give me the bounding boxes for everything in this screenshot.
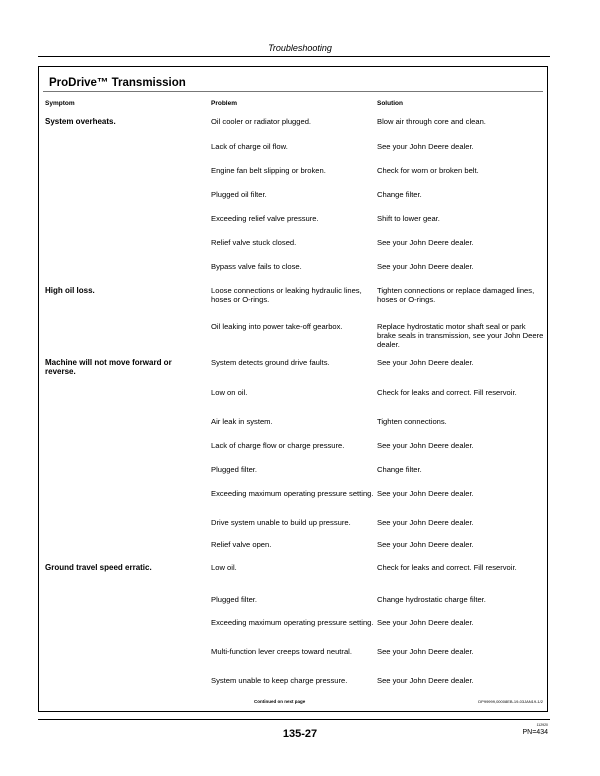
row-problem: Low on oil. [211, 388, 248, 397]
row-solution: See your John Deere dealer. [377, 540, 474, 549]
row-problem: Plugged filter. [211, 595, 258, 604]
row-solution: See your John Deere dealer. [377, 441, 474, 450]
row-symptom: Machine will not move forward or reverse. [45, 358, 172, 376]
section-title: ProDrive™ Transmission [49, 77, 186, 89]
row-solution: Check for leaks and correct. Fill reservoir. [377, 563, 517, 572]
row-problem: Exceeding maximum operating pressure setting. [211, 489, 374, 498]
header-rule [38, 56, 550, 57]
row-solution: Replace hydrostatic motor shaft seal or park brake seals in transmission, see your John Deere dealer. [377, 322, 544, 349]
row-problem: Drive system unable to build up pressure. [211, 518, 351, 527]
column-header-problem: Problem [211, 100, 238, 107]
row-solution: Change hydrostatic charge filter. [377, 595, 486, 604]
content-box [38, 66, 548, 712]
row-solution: See your John Deere dealer. [377, 618, 474, 627]
row-problem: System detects ground drive faults. [211, 358, 330, 367]
row-problem: Oil leaking into power take-off gearbox. [211, 322, 343, 331]
row-symptom: Ground travel speed erratic. [45, 563, 152, 572]
row-problem: Air leak in system. [211, 417, 273, 426]
row-problem: Relief valve stuck closed. [211, 238, 297, 247]
row-solution: Check for worn or broken belt. [377, 166, 479, 175]
continued-note: Continued on next page [254, 699, 306, 704]
part-number: PN=434 [522, 729, 548, 736]
row-problem: Lack of charge oil flow. [211, 142, 288, 151]
row-problem: Relief valve open. [211, 540, 272, 549]
row-symptom: System overheats. [45, 117, 116, 126]
row-symptom: High oil loss. [45, 286, 95, 295]
row-solution: Shift to lower gear. [377, 214, 440, 223]
page-header-title: Troubleshooting [268, 43, 332, 53]
row-solution: See your John Deere dealer. [377, 142, 474, 151]
row-problem: Exceeding relief valve pressure. [211, 214, 319, 223]
row-solution: Tighten connections. [377, 417, 447, 426]
row-problem: Low oil. [211, 563, 237, 572]
row-solution: See your John Deere dealer. [377, 676, 474, 685]
row-solution: See your John Deere dealer. [377, 518, 474, 527]
row-solution: See your John Deere dealer. [377, 358, 474, 367]
row-solution: Change filter. [377, 190, 422, 199]
row-solution: Blow air through core and clean. [377, 117, 486, 126]
row-solution: See your John Deere dealer. [377, 647, 474, 656]
row-solution: See your John Deere dealer. [377, 262, 474, 271]
row-solution: Tighten connections or replace damaged lines, hoses or O-rings. [377, 286, 535, 304]
small-code: 112920 [536, 723, 548, 727]
row-problem: Exceeding maximum operating pressure setting. [211, 618, 374, 627]
title-rule [43, 91, 543, 92]
row-problem: System unable to keep charge pressure. [211, 676, 348, 685]
row-problem: Lack of charge flow or charge pressure. [211, 441, 345, 450]
column-header-solution: Solution [377, 100, 403, 107]
row-solution: Change filter. [377, 465, 422, 474]
row-problem: Multi-function lever creeps toward neutral. [211, 647, 352, 656]
footer-rule [38, 719, 550, 720]
row-solution: See your John Deere dealer. [377, 489, 474, 498]
row-solution: Check for leaks and correct. Fill reservoir. [377, 388, 517, 397]
row-solution: See your John Deere dealer. [377, 238, 474, 247]
page-number: 135-27 [282, 728, 318, 740]
row-problem: Oil cooler or radiator plugged. [211, 117, 312, 126]
row-problem: Plugged oil filter. [211, 190, 267, 199]
document-id: DP99999,00008EB-19-03JAN19-1/2 [478, 699, 543, 704]
row-problem: Engine fan belt slipping or broken. [211, 166, 326, 175]
row-problem: Plugged filter. [211, 465, 258, 474]
column-header-symptom: Symptom [45, 100, 75, 107]
row-problem: Bypass valve fails to close. [211, 262, 302, 271]
row-problem: Loose connections or leaking hydraulic lines, hoses or O-rings. [211, 286, 362, 304]
